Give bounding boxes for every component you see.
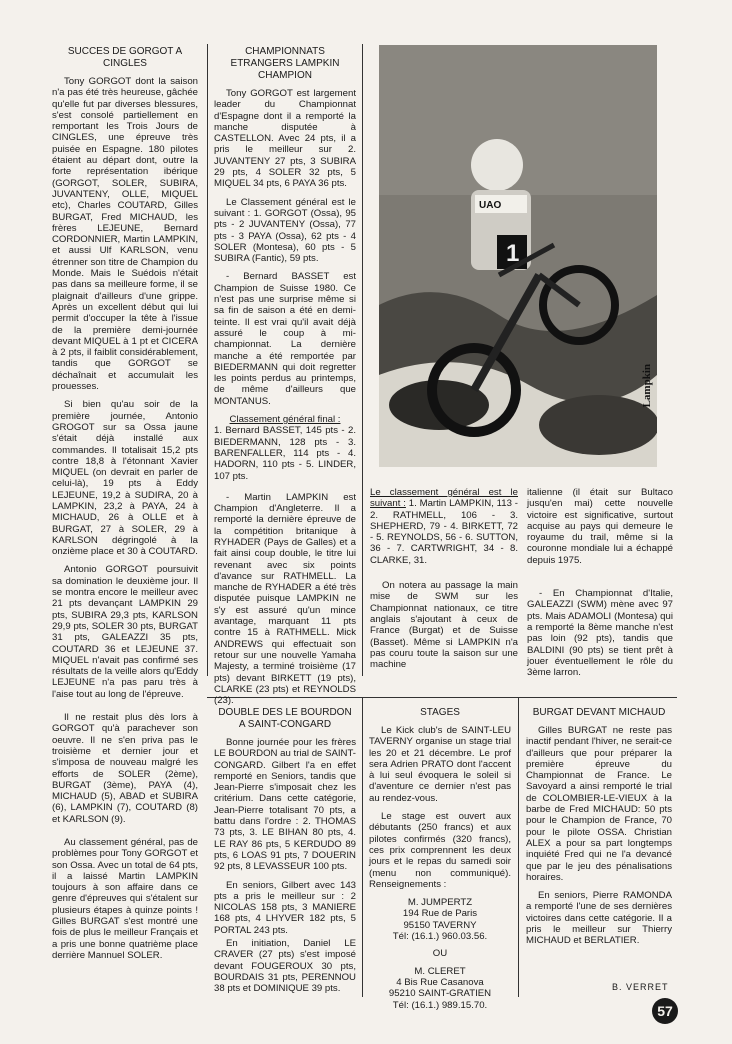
contact-block — [369, 966, 511, 1011]
paragraph: En initiation, Daniel LE CRAVER (27 pts) s'est imposé devant FOUGEROUX 30 pts, BOURDAIS 31 pts, PERENNOU 38 pts et DOMINIQUE 39 pts. — [214, 938, 356, 995]
final-standings-heading: Classement général final : — [229, 414, 341, 426]
paragraph: Il ne restait plus dès lors à GORGOT qu'à parachever son oeuvre. Il ne s'en priva pas le troisième et dernier jour et s'imposa de nouveau malgré les efforts de SOLER (2ème), BURGAT (3ème), PAYA (4), MICHAUD (5), ABAD et SUBIRA (6), LAMPKIN (7), COUTARD (8) et KARLSON (9). — [52, 712, 198, 825]
article-double-le-bourdon — [214, 707, 356, 1002]
article-title: STAGES — [420, 707, 460, 718]
column-rule — [362, 44, 363, 676]
article-burgat-devant-michaud — [526, 707, 672, 954]
rider-photo — [379, 45, 657, 467]
rider-bib-number: 1 — [506, 240, 520, 267]
paragraph — [370, 487, 518, 566]
paragraph: En seniors, Gilbert avec 143 pts a pris le meilleur sur : 2 NICOLAS 158 pts, 3 MANIERE 168 pts, 4 LHYVER 182 pts, 5 PORTAL 243 pts. — [214, 879, 356, 936]
or-separator: OU — [432, 948, 448, 960]
paragraph: Au classement général, pas de problèmes pour Tony GORGOT et son Ossa. Avec un total de 64 pts, il a laissé Martin LAMPKIN toujours à son affaire dans ce genre d'épreuves qui s'étalent sur plusieurs étapes à quinze points ! Gilles BURGAT s'est montré une fois de plus le meilleur Français et a pris une bonne quatrième place derrière Mannuel SOLER. — [52, 837, 198, 961]
paragraph: Bonne journée pour les frères LE BOURDON au trial de SAINT-CONGARD. Gilbert l'a en effet remporté en Seniors, tandis que Jean-Pierre s'imposait chez les critérium. Dans cette catégorie, Jean-Pierre totalisant 70 pts, a battu dans l'ordre : 2. THOMAS 73 pts, 3. LE BIHAN 80 pts, 4. LE RAY 86 pts, 5 KERDUDO 89 pts, 6 LOAS 91 pts, 7 DOUERIN 92 pts, 8 LEVASSEUR 100 pts. — [214, 737, 356, 873]
contact-line: 194 Rue de Paris — [402, 908, 478, 920]
paragraph: - Martin LAMPKIN est Champion d'Angleterre. Il a remporté la dernière épreuve de la compétition britanique à RYHADER (Pays de Galles) et a fait ainsi coup double, le titre lui revenant avec six points d'avance sur RATHMELL. La manche de RYHADER a été très disputée puisque LAMPKIN ne s'y est assuré qu'un mince avantage, marquant 11 pts contre 15 à RATHMELL. Mick ANDREWS qui effectuait son retour sur une nouvelle Yamaha Majesty, a terminé troisième (17 pts) devant BIRKETT (19 pts), CLARKE (23 pts) et REYNOLDS (23). — [214, 491, 356, 707]
paragraph: - Bernard BASSET est Champion de Suisse 1980. Ce n'est pas une surprise même si sa fin de saison a été en demi-teinte. Il est vrai qu'il avait déjà assuré le coup à mi-championnat. La dernière manche a été remportée par BIEDERMANN qui doit regretter les points perdus au printemps, de même d'ailleurs que MONTANUS. — [214, 271, 356, 407]
paragraph: italienne (il était sur Bultaco jusqu'en mai) cette nouvelle victoire est significative, surtout acquise au pays qui demeure le royaume du trail, même si la couronne mondiale lui a échappé depuis 1975. — [527, 487, 673, 566]
author-signature: B. VERRET — [612, 982, 669, 992]
article-continuation-left — [370, 487, 518, 677]
standings-heading: Le classement général est le suivant : — [370, 487, 518, 510]
article-title: SUCCES DE GORGOT A CINGLES — [67, 46, 183, 69]
paragraph: Le stage est ouvert aux débutants (250 francs) et aux pilotes confirmés (320 francs), ces prix comprennent les deux jours et le repas du samedi soir (menu non communiqué). Renseignements : — [369, 811, 511, 890]
paragraph: Si bien qu'au soir de la première journée, Antonio GROGOT sur sa Ossa jaune s'était déjà installé aux commandes. Il totalisait 15,2 pts contre 18,8 à l'étonnant Xavier MIQUEL (on devrait en parler de celui-là), 19 pts à Eddy LEJEUNE, 19,2 à SUDIRA, 20 à LAMPKIN, 23,2 à PAYA, 24 à MICHAUD, 26 à OLLE et à BURGAT, 27 à SOLER, 29 à KARLSON dégringolé à la onzième place et 30 à COUTARD. — [52, 399, 198, 558]
rider-bib-brand: UAO — [479, 200, 502, 211]
contact-line: 4 Bis Rue Casanova — [396, 976, 484, 988]
contact-line: 95150 TAVERNY — [403, 919, 477, 931]
article-title: DOUBLE DES LE BOURDON A SAINT-CONGARD — [218, 707, 352, 730]
article-title: BURGAT DEVANT MICHAUD — [532, 707, 666, 718]
paragraph: Tony GORGOT dont la saison n'a pas été très heureuse, gâchée qu'elle fut par diverses blessures, s'est consolé partiellement en remportant les Trois Jours de CINGLES, une épreuve très puisée en Espagne. 180 pilotes étaient au départ dont, outre la forte représentation ibérique (GORGOT, SOLER, SUBIRA, JUVANTENY, OLLE, MIQUEL etc), Charles COUTARD, Gilles BURGAT, Fred MICHAUD, les frères LEJEUNE, Bernard CORDONNIER, Martin LAMPKIN, et aussi Ulf KARLSON, venu étrenner son titre de Champion du Monde. Mais le Suédois n'était pas dans sa meilleure forme, il se plaignait d'ailleurs d'une grippe. Après un excellent début qui lui permit d'occuper la tête à l'issue de la première demi-journée devant MIQUEL à 1 pt et CICERA à 2 pts, il faiblit considérablement, tandis que GORGOT se déchaînait et accumulait les prouesses. — [52, 76, 198, 393]
article-continuation-right — [527, 487, 673, 685]
standings-text: 1. Martin LAMPKIN, 113 - 2. RATHMELL, 106 - 3. SHEPHERD, 79 - 4. BIRKETT, 72 - 5. REYNOLDS, 56 - 6. SUTTON, 36 - 7. CARTWRIGHT, 34 - 8. CLARKE, 31. — [370, 498, 519, 566]
article-succes-gorgot — [52, 46, 198, 968]
final-standings: 1. Bernard BASSET, 145 pts - 2. BIEDERMANN, 128 pts - 3. BARENFALLER, 114 pts - 4. HADORN, 110 pts - 5. LINDER, 107 pts. — [214, 425, 356, 482]
paragraph: - En Championnat d'Italie, GALEAZZI (SWM) mène avec 97 pts. Mais ADAMOLI (Montesa) qui a remporté la 8ème manche n'est pas loin (92 pts), tandis que BALDINI (90 pts) se tient prêt à jouer éventuellement le rôle du 3ème larron. — [527, 588, 673, 679]
article-championnats-etrangers — [214, 46, 356, 713]
contact-line: Tél: (16.1.) 989.15.70. — [392, 999, 488, 1011]
rider-photo-illustration — [379, 45, 657, 467]
contact-line: M. JUMPERTZ — [407, 897, 473, 909]
paragraph: Gilles BURGAT ne reste pas inactif pendant l'hiver, ne serait-ce d'ailleurs que pour préparer la première épreuve du Championnat de France. Le Savoyard a ainsi remporté le trial de COLOMBIER-LE-VIEUX à la barbe de Fred MICHAUD: 50 pts pour le Champion de France, 70 pour le pilote OSSA. Christian ALEX a pour sa part longtemps inquiété Fred qui ne l'a devancé que par le jeu des pénalisations horaires. — [526, 725, 672, 883]
photo-caption: Lampkin — [641, 363, 653, 407]
contact-block — [369, 897, 511, 942]
paragraph: Antonio GORGOT poursuivit sa domination le deuxième jour. Il se montra encore le meilleur avec 21 pts devançant LAMPKIN 29 pts, SUBIRA 29,3 pts, KARLSON 29,9 pts, SOLER 30 pts, BURGAT 31 pts, GALEAZZI 35 pts, COUTARD 36 et LEJEUNE 37. MIQUEL n'avait pas confirmé ses résultats de la veille alors qu'Eddy LEJEUNE n'a pas paru très à l'aise tout au long de l'épreuve. — [52, 564, 198, 700]
contact-line: 95210 SAINT-GRATIEN — [388, 988, 492, 1000]
page-number: 57 — [652, 998, 678, 1024]
paragraph: En seniors, Pierre RAMONDA a remporté l'une de ses dernières victoires dans cette catégorie. Il a pris le meilleur sur Thierry MICHAUD et BERLATIER. — [526, 890, 672, 947]
column-rule — [207, 44, 208, 676]
paragraph: Tony GORGOT est largement leader du Championnat d'Espagne dont il a remporté la manche disputée à CASTELLON. Avec 24 pts, il a pris le meilleur sur 2. JUVANTENY 27 pts, 3 SUBIRA 29 pts, 4 SOLER 32 pts, 5 MIQUEL 34 pts, 6 PAYA 36 pts. — [214, 88, 356, 190]
column-rule — [362, 697, 363, 997]
contact-line: Tél: (16.1.) 960.03.56. — [392, 931, 488, 943]
contact-line: M. CLERET — [414, 965, 466, 977]
article-stages — [369, 707, 511, 1011]
paragraph: On notera au passage la main mise de SWM sur les Championnat nationaux, ce titre anglais s'ajoutant à ceux de France (Burgat) et de Suisse (Basset). Même si LAMPKIN n'a pas couru toute la saison sur une machine — [370, 580, 518, 671]
paragraph: Le Kick club's de SAINT-LEU TAVERNY organise un stage trial les 20 et 21 décembre. Le prof sera Adrien PRATO dont l'accent à lui seul évoquera le soleil si d'aventure ce dernier n'est pas au rendez-vous. — [369, 725, 511, 804]
column-rule — [518, 697, 519, 997]
paragraph: Le Classement général est le suivant : 1. GORGOT (Ossa), 95 pts - 2 JUVANTENY (Ossa), 77 pts - 3 PAYA (Ossa), 62 pts - 4 SOLER (Montesa), 60 pts - 5 SUBIRA (Fantic), 59 pts. — [214, 196, 356, 265]
article-title: CHAMPIONNATS ETRANGERS LAMPKIN CHAMPION — [230, 46, 340, 81]
